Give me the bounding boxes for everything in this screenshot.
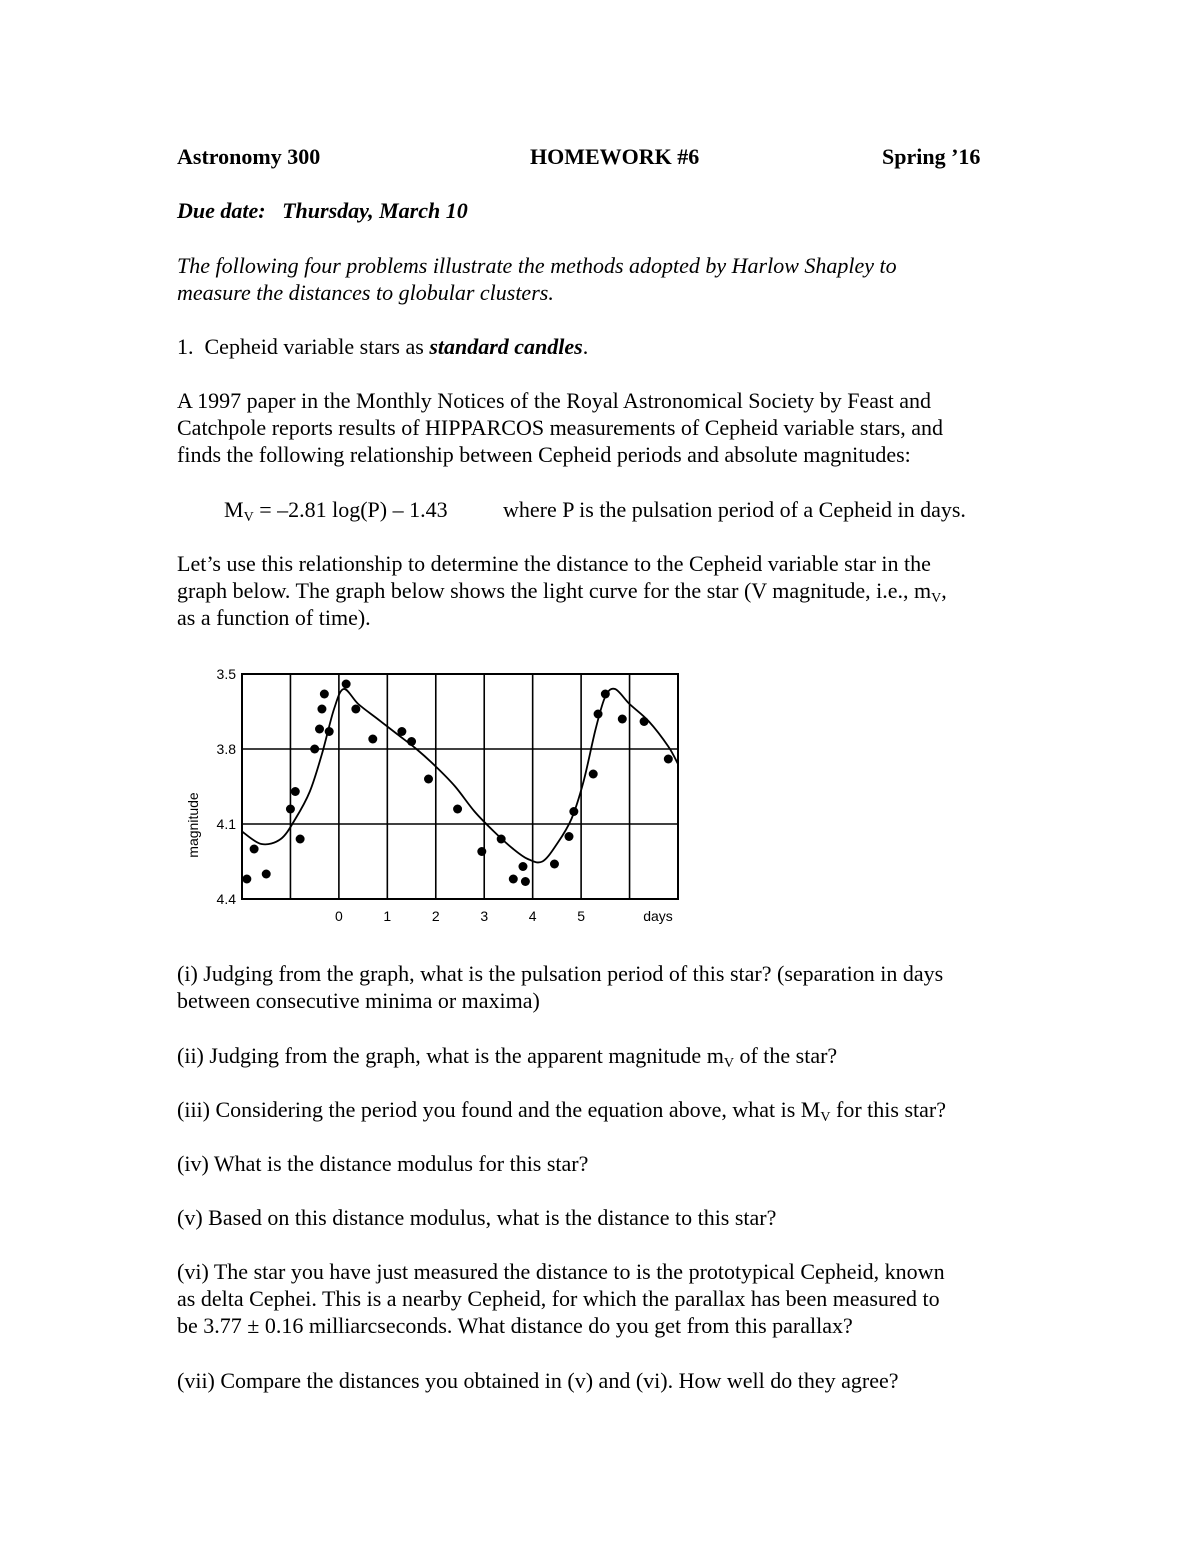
paragraph-2-sub: V (931, 591, 942, 606)
data-point (589, 770, 598, 779)
data-point (262, 870, 271, 879)
question-iv: (iv) What is the distance modulus for this star? (177, 1151, 589, 1176)
intro-line-2: measure the distances to globular clusters. (177, 280, 554, 305)
question-ii-end: of the star? (733, 1043, 838, 1068)
data-point (550, 860, 559, 869)
equation-note: where P is the pulsation period of a Cepheid in days. (503, 497, 966, 522)
paragraph-1-line-2: Catchpole reports results of HIPPARCOS measurements of Cepheid variable stars, and (177, 415, 943, 440)
x-tick-label: 3 (480, 908, 489, 924)
paragraph-1-line-1: A 1997 paper in the Monthly Notices of the Royal Astronomical Society by Feast and (177, 388, 931, 413)
data-point (640, 717, 649, 726)
y-tick-label: 4.1 (216, 816, 236, 832)
question-ii-text: (ii) Judging from the graph, what is the apparent magnitude m (177, 1043, 724, 1068)
x-tick-label: 0 (334, 908, 343, 924)
x-axis-label: days (643, 908, 673, 924)
equation-m: M (224, 497, 244, 522)
x-tick-label: 1 (383, 908, 392, 924)
data-point (497, 835, 506, 844)
data-point (351, 705, 360, 714)
data-point (286, 805, 295, 814)
chart-labels-layer (217, 666, 586, 924)
y-tick-label: 4.4 (216, 891, 236, 907)
assignment-title: HOMEWORK #6 (530, 144, 700, 169)
data-point (565, 832, 574, 841)
y-tick-label: 3.5 (216, 666, 236, 682)
term-label: Spring ’16 (882, 144, 981, 169)
data-point (325, 727, 334, 736)
data-point (310, 745, 319, 754)
paragraph-2-line-3: as a function of time). (177, 605, 371, 630)
data-point (569, 807, 578, 816)
data-point (407, 737, 416, 746)
equation-sub: V (243, 510, 254, 525)
question-vi-line-1: (vi) The star you have just measured the distance to is the prototypical Cepheid, known (177, 1259, 945, 1284)
data-point (601, 690, 610, 699)
question-i-line-2: between consecutive minima or maxima) (177, 988, 540, 1013)
equation (224, 496, 448, 523)
x-tick-label: 2 (431, 908, 440, 924)
data-point (397, 727, 406, 736)
question-vii: (vii) Compare the distances you obtained in (v) and (vi). How well do they agree? (177, 1368, 899, 1393)
due-date-line (177, 197, 468, 224)
light-curve-chart (180, 660, 700, 930)
data-point (242, 875, 251, 884)
due-date-label: Due date: (177, 198, 266, 223)
question-vi-line-3: be 3.77 ± 0.16 milliarcseconds. What distance do you get from this parallax? (177, 1313, 853, 1338)
data-point (509, 875, 518, 884)
y-tick-label: 3.8 (216, 741, 236, 757)
data-point (315, 725, 324, 734)
intro-line-1: The following four problems illustrate the methods adopted by Harlow Shapley to (177, 253, 897, 278)
data-point (453, 805, 462, 814)
question-iii (177, 1096, 946, 1123)
plot-frame (242, 674, 678, 899)
question-iii-sub: V (820, 1110, 831, 1125)
problem-emphasis: standard candles (429, 334, 583, 359)
data-point (291, 787, 300, 796)
problem-number: 1. (177, 334, 194, 359)
data-point (618, 715, 627, 724)
data-point (250, 845, 259, 854)
question-vi-line-2: as delta Cephei. This is a nearby Cepheid, for which the parallax has been measured to (177, 1286, 940, 1311)
x-tick-label: 5 (577, 908, 586, 924)
data-point (518, 862, 527, 871)
problem-1-heading (177, 333, 588, 360)
paragraph-2-line-2 (177, 577, 947, 604)
paragraph-1-line-3: finds the following relationship between Cepheid periods and absolute magnitudes: (177, 442, 911, 467)
question-ii-sub: V (723, 1056, 734, 1071)
chart-points-layer (242, 680, 672, 887)
due-date-value: Thursday, March 10 (282, 198, 468, 223)
paragraph-2-line-2-text: graph below. The graph below shows the light curve for the star (V magnitude, i.e., m (177, 578, 932, 603)
data-point (342, 680, 351, 689)
problem-lead: Cepheid variable stars as (204, 334, 424, 359)
question-iii-end: for this star? (830, 1097, 946, 1122)
question-i-line-1: (i) Judging from the graph, what is the pulsation period of this star? (separation in days (177, 961, 944, 986)
chart-curve-layer (242, 689, 678, 863)
data-point (521, 877, 530, 886)
question-v: (v) Based on this distance modulus, what is the distance to this star? (177, 1205, 777, 1230)
y-axis-label: magnitude (185, 792, 201, 858)
question-ii (177, 1042, 837, 1069)
data-point (664, 755, 673, 764)
paragraph-2-line-2-end: , (941, 578, 947, 603)
problem-end: . (582, 334, 589, 359)
data-point (477, 847, 486, 856)
x-tick-label: 4 (528, 908, 537, 924)
light-curve-line (242, 689, 678, 863)
question-iii-text: (iii) Considering the period you found and the equation above, what is M (177, 1097, 821, 1122)
data-point (368, 735, 377, 744)
data-point (594, 710, 603, 719)
course-title: Astronomy 300 (177, 144, 321, 169)
chart-grid (242, 674, 678, 899)
data-point (320, 690, 329, 699)
data-point (317, 705, 326, 714)
equation-rhs: = –2.81 log(P) – 1.43 (259, 497, 448, 522)
data-point (296, 835, 305, 844)
data-point (424, 775, 433, 784)
paragraph-2-line-1: Let’s use this relationship to determine the distance to the Cepheid variable star in the (177, 551, 931, 576)
